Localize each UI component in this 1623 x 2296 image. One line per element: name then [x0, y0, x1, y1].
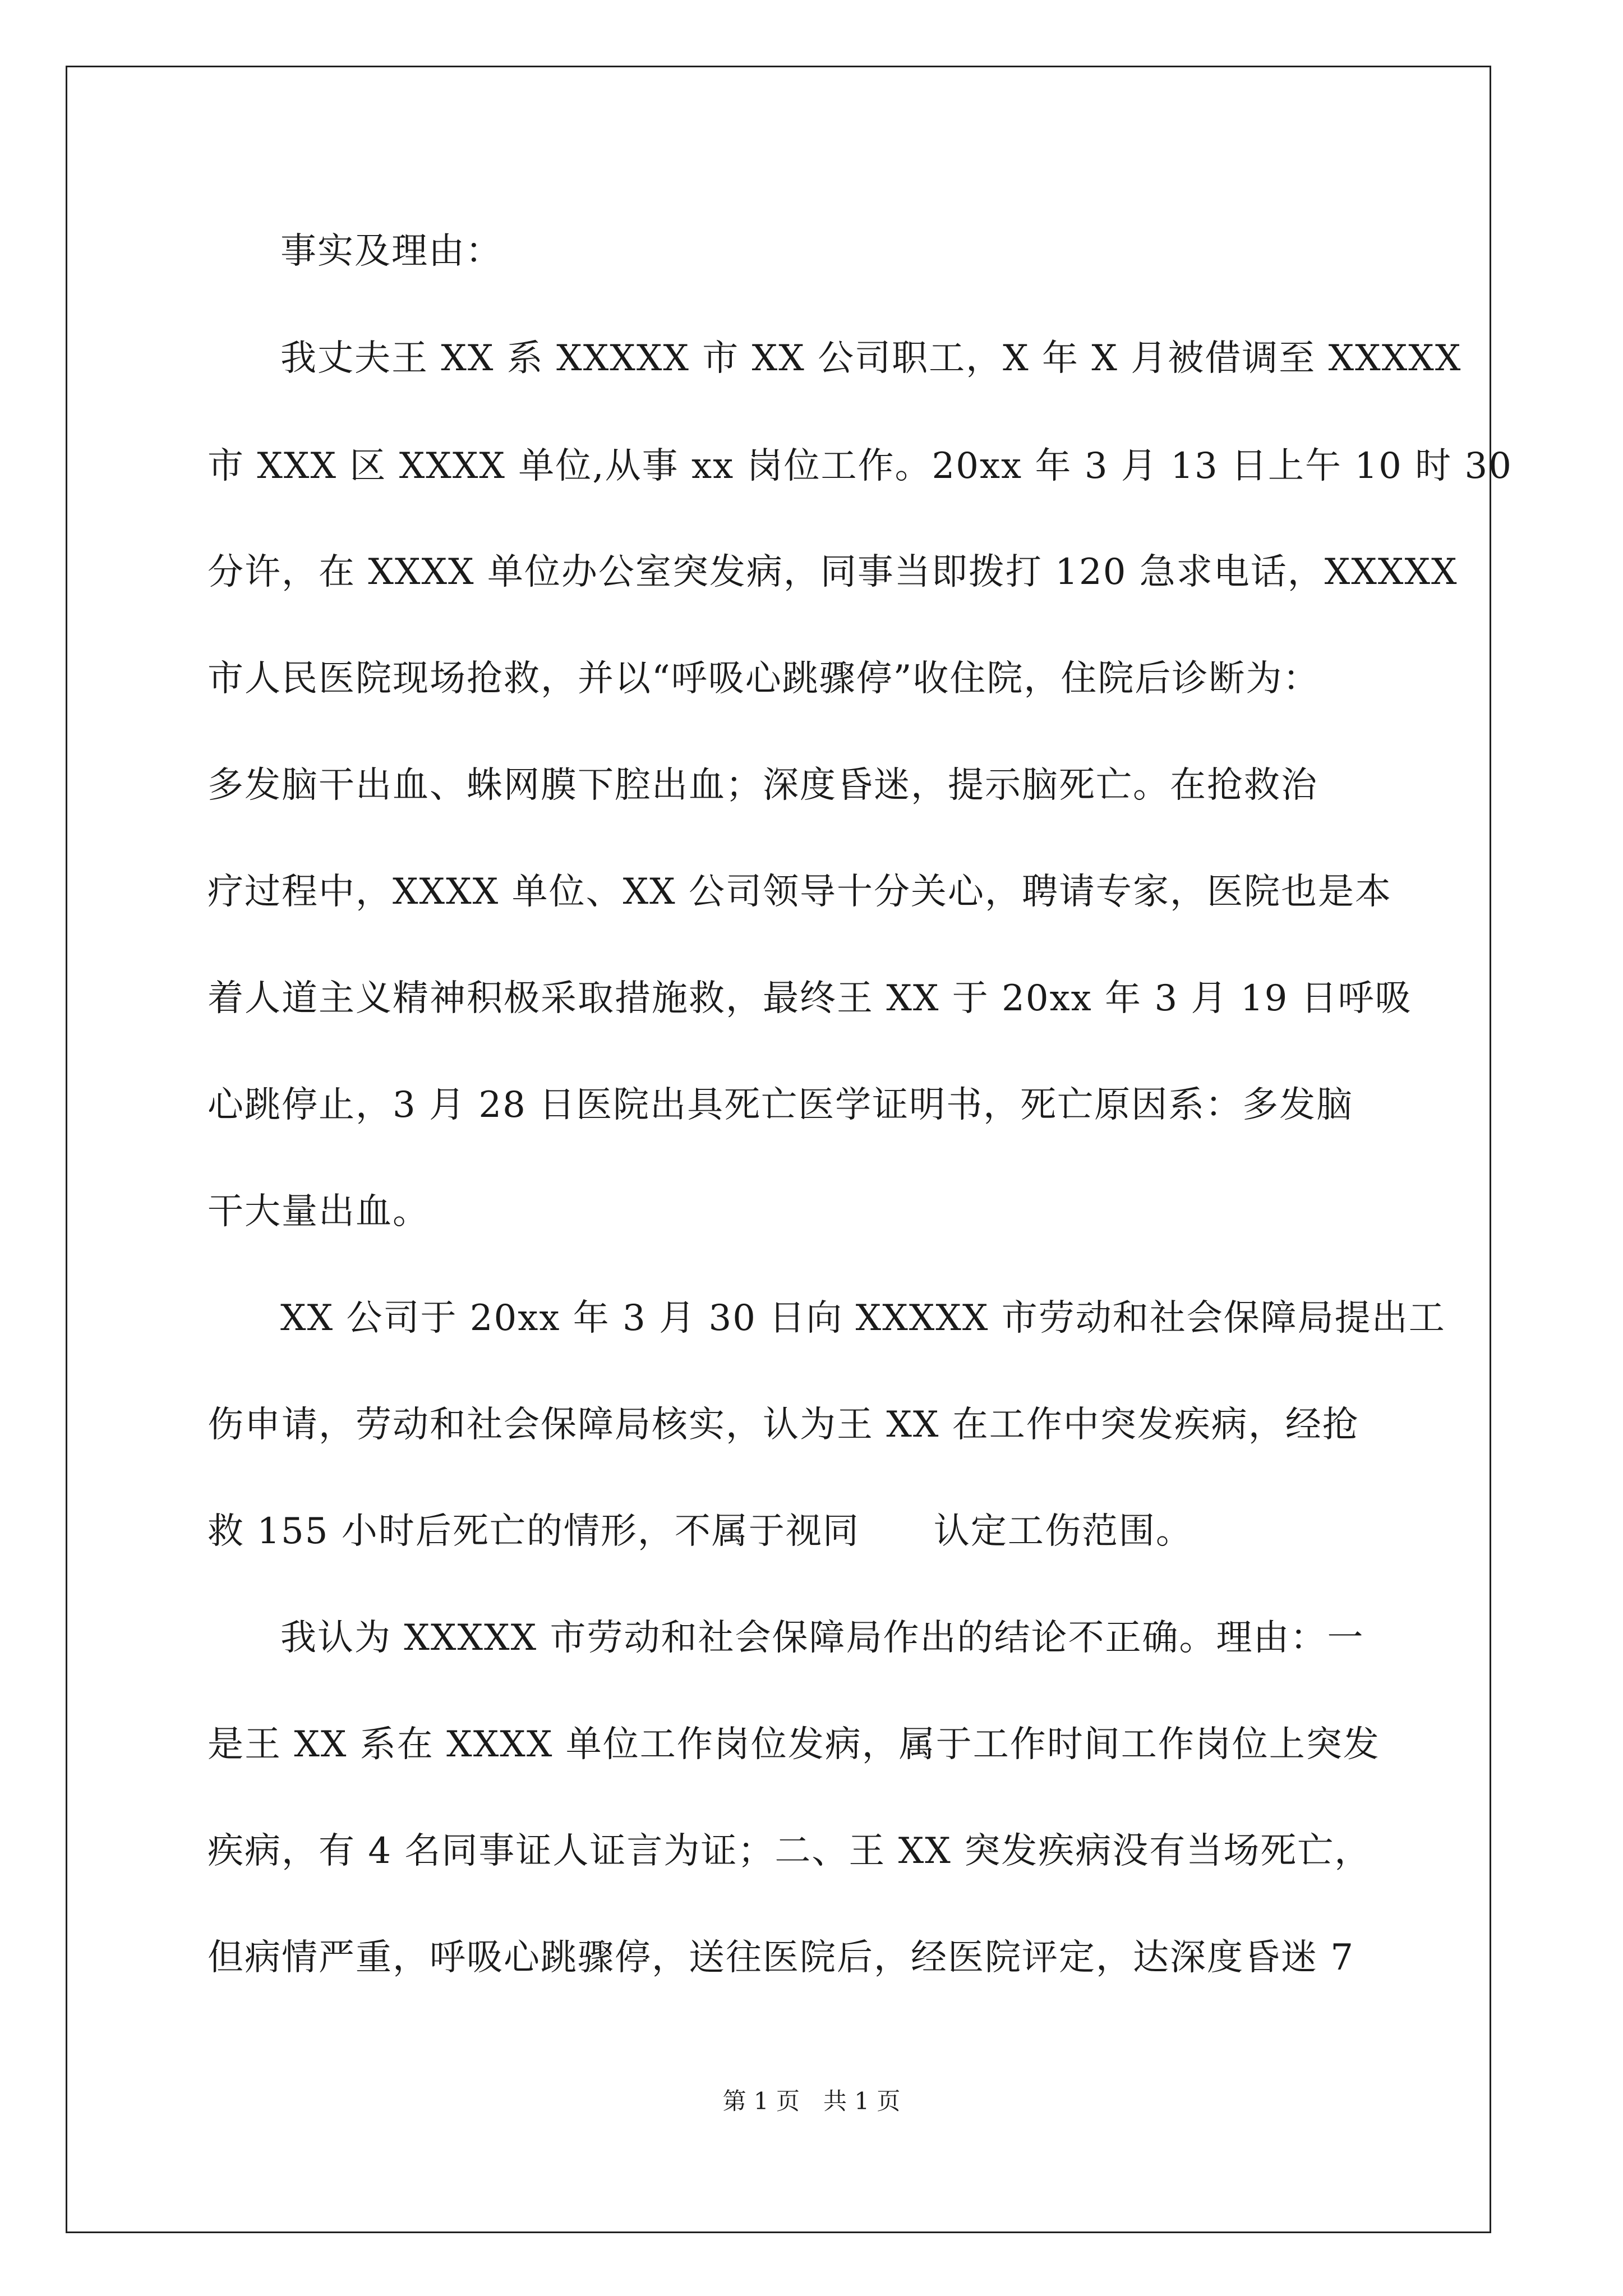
- body-line: 多发脑干出血、蛛网膜下腔出血；深度昏迷，提示脑死亡。在抢救治: [208, 765, 1318, 806]
- body-line: 心跳停止，3 月 28 日医院出具死亡医学证明书，死亡原因系：多发脑: [208, 1084, 1354, 1126]
- body-line: 我认为 XXXXX 市劳动和社会保障局作出的结论不正确。理由：一: [280, 1617, 1364, 1659]
- body-line: 疗过程中，XXXX 单位、XX 公司领导十分关心，聘请专家，医院也是本: [208, 871, 1393, 913]
- body-line: 干大量出血。: [208, 1191, 430, 1232]
- body-line: 是王 XX 系在 XXXX 单位工作岗位发病，属于工作时间工作岗位上突发: [208, 1724, 1380, 1765]
- body-line: XX 公司于 20xx 年 3 月 30 日向 XXXXX 市劳动和社会保障局提出工: [280, 1297, 1446, 1339]
- body-line: 但病情严重，呼吸心跳骤停，送往医院后，经医院评定，达深度昏迷 7: [208, 1937, 1355, 1978]
- body-line: 着人道主义精神积极采取措施救，最终王 XX 于 20xx 年 3 月 19 日呼吸: [208, 978, 1412, 1019]
- body-line: 我丈夫王 XX 系 XXXXX 市 XX 公司职工，X 年 X 月被借调至 XXXXX: [280, 338, 1462, 379]
- page-footer: 第 1 页 共 1 页: [722, 2087, 901, 2115]
- body-line: 分许，在 XXXX 单位办公室突发病，同事当即拨打 120 急求电话，XXXXX: [208, 551, 1458, 593]
- body-line: 疾病，有 4 名同事证人证言为证；二、王 XX 突发疾病没有当场死亡，: [208, 1830, 1372, 1872]
- body-line: 救 155 小时后死亡的情形，不属于视同 认定工伤范围。: [208, 1511, 1193, 1552]
- section-heading: 事实及理由：: [280, 231, 502, 272]
- body-line: 市人民医院现场抢救，并以“呼吸心跳骤停”收住院，住院后诊断为：: [208, 658, 1320, 700]
- body-line: 伤申请，劳动和社会保障局核实，认为王 XX 在工作中突发疾病，经抢: [208, 1404, 1359, 1446]
- page-border: [66, 66, 1491, 2233]
- body-line: 市 XXX 区 XXXX 单位,从事 xx 岗位工作。20xx 年 3 月 13 日上午 10 时 30: [208, 445, 1513, 487]
